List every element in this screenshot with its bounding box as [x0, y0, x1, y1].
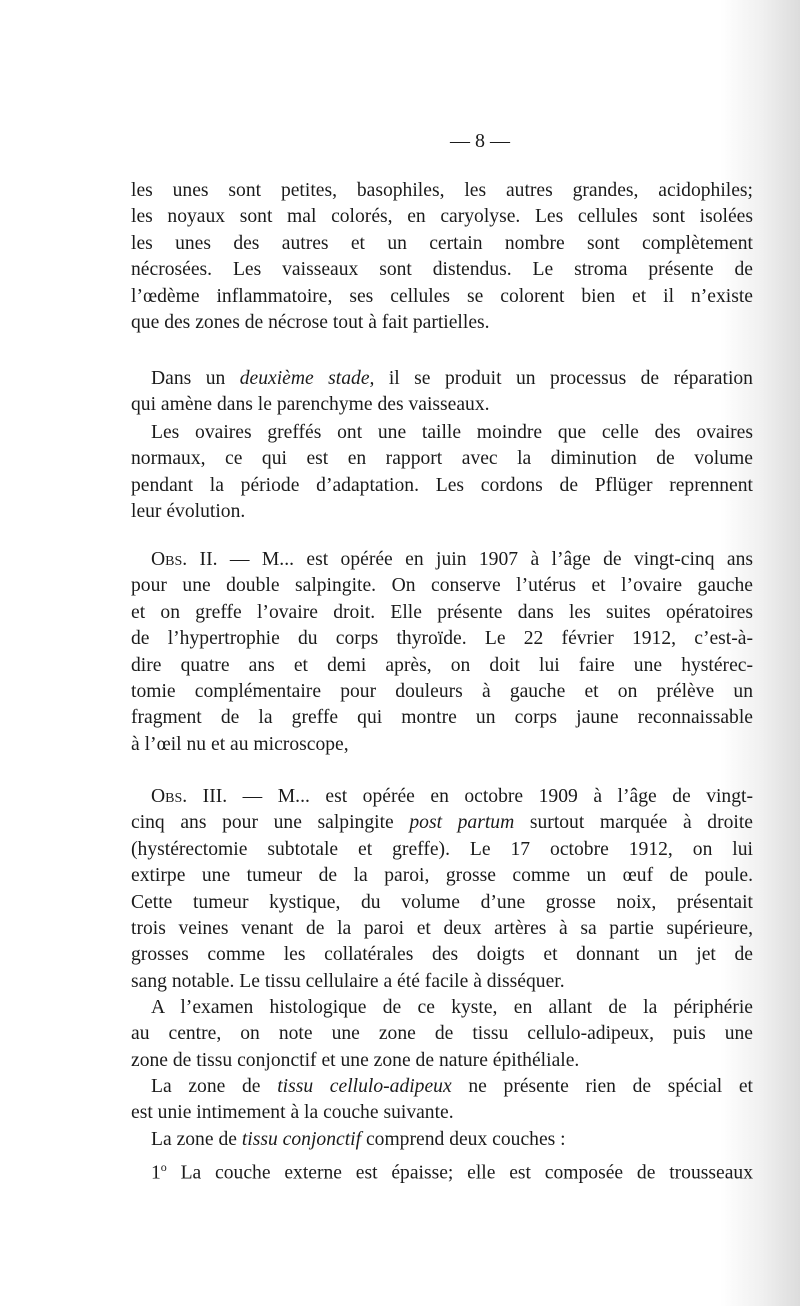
text-line: de l’hypertrophie du corps thyroïde. Le 22 février 1912, c’est-à- — [131, 628, 753, 650]
text-line — [131, 366, 753, 392]
text-line — [131, 810, 753, 836]
text-line — [131, 1154, 753, 1187]
text-run: Dans un — [151, 368, 240, 389]
emphasis-run: post partum — [409, 812, 515, 834]
emphasis-run: tissu conjonctif — [241, 1129, 362, 1150]
text-line: tomie complémentaire pour douleurs à gauche et on prélève un — [131, 681, 753, 703]
paragraph-8 — [131, 1127, 753, 1153]
emphasis-run: tissu cellulo-adipeux — [277, 1076, 452, 1097]
text-line: (hystérectomie subtotale et greffe). Le 17 octobre 1912, on lui — [131, 838, 753, 860]
text-run: — M... est opérée en octobre 1909 à l’âge de vingt- — [227, 786, 753, 807]
text-line: trois veines venant de la paroi et deux artères à sa partie supérieure, — [131, 918, 753, 940]
text-line: extirpe une tumeur de la paroi, grosse comme un œuf de poule. — [131, 865, 753, 887]
text-run: — M... est opérée en juin 1907 à l’âge de vingt-cinq ans — [217, 549, 753, 570]
text-line: nécrosées. Les vaisseaux sont distendus. Le stroma présente de — [131, 259, 753, 281]
text-line: les noyaux sont mal colorés, en caryolyse. Les cellules sont isolées — [131, 206, 753, 228]
text-line: l’œdème inflammatoire, ses cellules se colorent bien et il n’existe — [131, 285, 753, 307]
superscript-run: o — [160, 1160, 167, 1174]
text-line — [131, 1127, 753, 1153]
text-line — [131, 547, 753, 573]
text-line: pour une double salpingite. On conserve l’utérus et l’ovaire gauche — [131, 575, 753, 597]
text-run: La zone de — [151, 1129, 242, 1150]
observation-label: Obs. II. — [151, 549, 218, 570]
paragraph-6 — [131, 995, 753, 1074]
paragraph-obs-2 — [131, 547, 753, 758]
text-line: fragment de la greffe qui montre un corps jaune reconnaissable — [131, 707, 753, 729]
text-line: normaux, ce qui est en rapport avec la diminution de volume — [131, 448, 753, 470]
text-line: sang notable. Le tissu cellulaire a été facile à disséquer. — [131, 970, 565, 992]
text-line — [131, 784, 753, 810]
text-run: La zone de — [151, 1076, 278, 1097]
text-line: est unie intimement à la couche suivante. — [131, 1102, 454, 1124]
text-line: les unes sont petites, basophiles, les autres grandes, acidophiles; — [131, 180, 753, 201]
paragraph-3 — [131, 420, 753, 526]
text-line: au centre, on note une zone de tissu cellulo-adipeux, puis une — [131, 1023, 753, 1045]
text-line: dire quatre ans et demi après, on doit lui faire une hystérec- — [131, 654, 753, 676]
text-line: qui amène dans le parenchyme des vaisseaux. — [131, 394, 490, 416]
emphasis-run: deuxième stade, — [239, 368, 375, 389]
observation-label: Obs. III. — [151, 786, 228, 807]
text-run: La couche externe est épaisse; elle est composée de trousseaux — [166, 1162, 753, 1184]
paragraph-obs-3 — [131, 784, 753, 995]
text-run: ne présente rien de spécial et — [451, 1076, 753, 1097]
text-run: comprend deux couches : — [361, 1129, 566, 1150]
page-number: — 8 — — [450, 130, 510, 152]
text-line: leur évolution. — [131, 501, 246, 523]
text-line — [131, 1074, 753, 1100]
text-line: A l’examen histologique de ce kyste, en allant de la périphérie — [151, 997, 753, 1018]
text-line: que des zones de nécrose tout à fait partielles. — [131, 312, 490, 334]
text-line: à l’œil nu et au microscope, — [131, 733, 349, 755]
paragraph-2 — [131, 366, 753, 419]
text-run: surtout marquée à droite — [514, 812, 754, 834]
text-run: il se produit un processus de réparation — [374, 368, 753, 389]
paragraph-9 — [131, 1154, 753, 1187]
text-line: les unes des autres et un certain nombre sont complètement — [131, 232, 753, 254]
text-line: grosses comme les collatérales des doigts et donnant un jet de — [131, 944, 753, 966]
text-line: zone de tissu conjonctif et une zone de nature épithéliale. — [131, 1049, 580, 1071]
text-run: 1 — [151, 1162, 161, 1184]
text-line: Les ovaires greffés ont une taille moindre que celle des ovaires — [151, 422, 753, 443]
text-line: Cette tumeur kystique, du volume d’une grosse noix, présentait — [131, 891, 753, 913]
paragraph-7 — [131, 1074, 753, 1127]
paragraph-1 — [131, 178, 753, 336]
text-line: pendant la période d’adaptation. Les cordons de Pflüger reprennent — [131, 474, 753, 496]
text-line: et on greffe l’ovaire droit. Elle présente dans les suites opératoires — [131, 601, 753, 623]
text-run: cinq ans pour une salpingite — [131, 812, 410, 834]
